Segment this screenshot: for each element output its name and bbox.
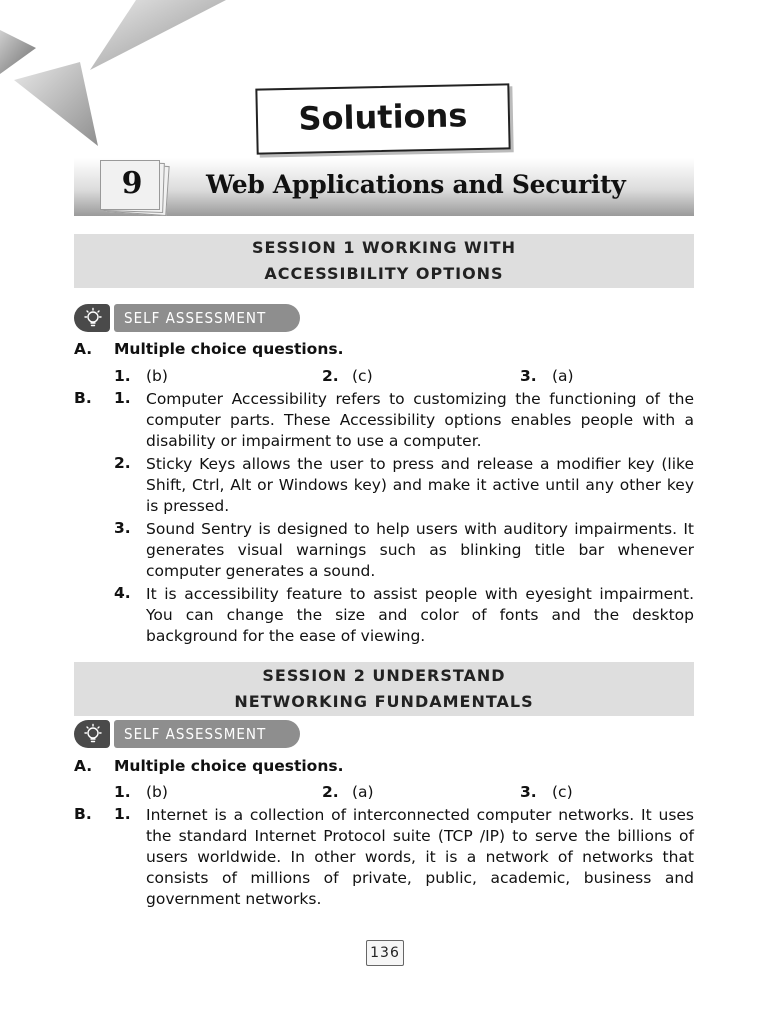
s2-mc-1-num: 1.	[114, 783, 131, 801]
s1-mc-3-answer: (a)	[552, 367, 574, 385]
s1-b-3-text: Sound Sentry is designed to help users with auditory impairments. It generates visual warnings such as blinking title bar whenever computer generates a sound.	[146, 520, 694, 580]
lightbulb-icon	[74, 304, 110, 332]
solutions-label: Solutions	[298, 96, 468, 138]
session-2-header	[74, 662, 694, 716]
self-assessment-label-2: SELF ASSESSMENT	[114, 720, 300, 748]
s2-b-1-num: 1.	[114, 805, 131, 823]
chapter-number: 9	[121, 166, 143, 201]
s2-b-1-text: Internet is a collection of interconnected computer networks. It uses the standard Internet Protocol suite (TCP /IP) to serve the billions of users worldwide. In other words, it is a network of networks that consists of millions of private, public, academic, business and government networks.	[146, 806, 694, 908]
page-number: 136	[366, 940, 404, 966]
section-2-part-b-letter: B.	[74, 805, 92, 823]
self-assessment-badge-1	[74, 304, 300, 332]
s1-mc-3-num: 3.	[520, 367, 537, 385]
session-1-title-line1: SESSION 1 WORKING WITH	[252, 238, 516, 257]
session-1-title-line2: ACCESSIBILITY OPTIONS	[264, 264, 504, 283]
section-2-part-a-letter: A.	[74, 757, 93, 775]
s2-mc-3-answer: (c)	[552, 783, 573, 801]
session-2-title-line1: SESSION 2 UNDERSTAND	[262, 666, 506, 685]
chapter-title: Web Applications and Security	[206, 170, 626, 199]
s1-b-1-text: Computer Accessibility refers to customizing the functioning of the computer parts. These Accessibility options enables people with a disability or impairment to use a computer.	[146, 390, 694, 450]
s1-b-3-num: 3.	[114, 519, 131, 537]
lightbulb-icon	[74, 720, 110, 748]
s1-b-4-text: It is accessibility feature to assist people with eyesight impairment. You can change the size and color of fonts and the desktop background for the ease of viewing.	[146, 585, 694, 645]
s2-mc-2-answer: (a)	[352, 783, 374, 801]
s1-mc-1-answer: (b)	[146, 367, 168, 385]
s1-b-1-num: 1.	[114, 389, 131, 407]
session-1-header	[74, 234, 694, 288]
s1-b-2-num: 2.	[114, 454, 131, 472]
s2-mc-2-num: 2.	[322, 783, 339, 801]
section-2-part-a-title: Multiple choice questions.	[114, 757, 344, 775]
section-1-part-a-letter: A.	[74, 340, 93, 358]
section-1-part-b-letter: B.	[74, 389, 92, 407]
session-2-title-line2: NETWORKING FUNDAMENTALS	[234, 692, 534, 711]
s2-mc-1-answer: (b)	[146, 783, 168, 801]
self-assessment-badge-2	[74, 720, 300, 748]
section-1-part-a-title: Multiple choice questions.	[114, 340, 344, 358]
s1-b-4-num: 4.	[114, 584, 131, 602]
s1-mc-1-num: 1.	[114, 367, 131, 385]
decorative-triangles	[0, 0, 240, 150]
self-assessment-label-1: SELF ASSESSMENT	[114, 304, 300, 332]
solutions-banner	[255, 83, 510, 154]
s1-mc-2-num: 2.	[322, 367, 339, 385]
s2-mc-3-num: 3.	[520, 783, 537, 801]
s1-mc-2-answer: (c)	[352, 367, 373, 385]
s1-b-2-text: Sticky Keys allows the user to press and release a modifier key (like Shift, Ctrl, Alt or Windows key) and make it active until any other key is pressed.	[146, 455, 694, 515]
